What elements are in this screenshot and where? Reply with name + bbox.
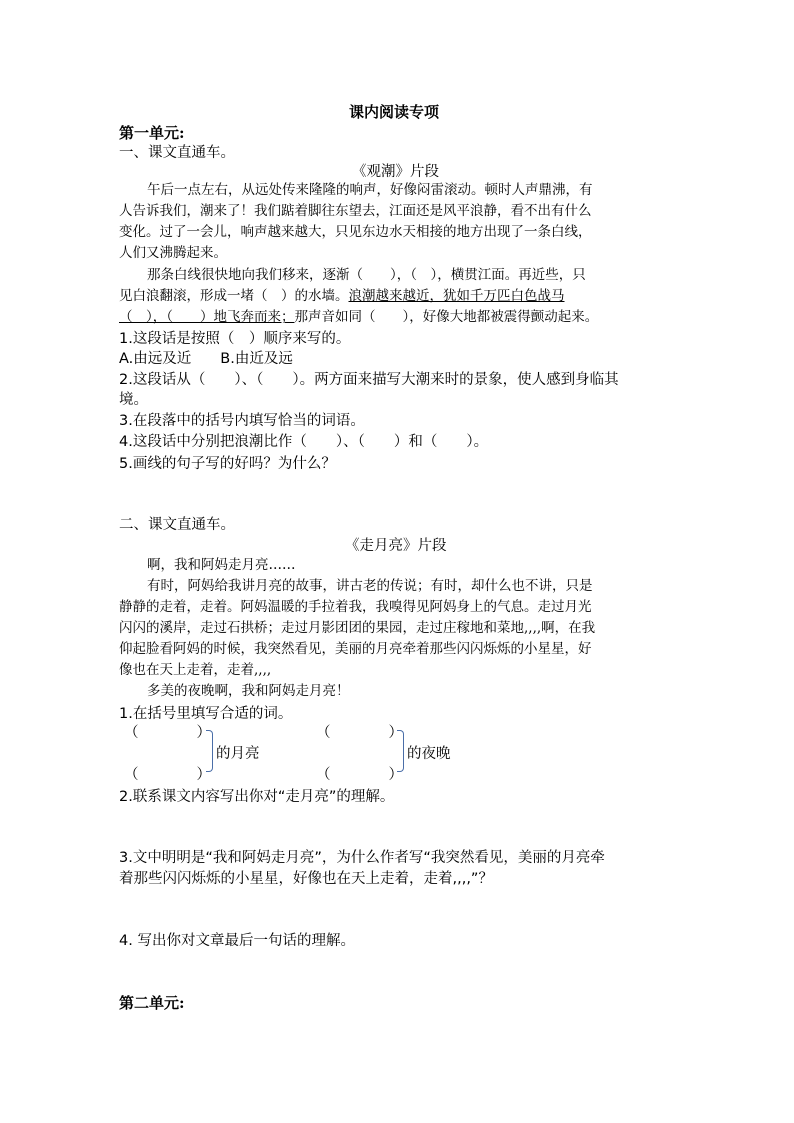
zouyueliang-paragraph-3	[119, 681, 674, 702]
u1-s1-question-4: 4.这段话中分别把浪潮比作（ ）、（ ）和（ ）。	[119, 434, 489, 450]
u1-s2-question-3: 3.文中明明是“我和阿妈走月亮”，为什么作者写“我突然看见，美丽的月亮牵	[119, 850, 605, 866]
moon-blank-bottom: （ ）	[124, 767, 211, 783]
night-brace	[397, 730, 404, 772]
text-line: 变化。过了一会儿，响声越来越大，只见东边水天相接的地方出现了一条白线，	[119, 224, 592, 240]
text-line: 有时，阿妈给我讲月亮的故事，讲古老的传说；有时，却什么也不讲，只是	[147, 578, 593, 594]
night-blank-top: （ ）	[316, 725, 403, 741]
text-line: 仰起脸看阿妈的时候，我突然看见，美丽的月亮牵着那些闪闪烁烁的小星星，好	[119, 641, 592, 657]
u1-s1-question-5: 5.画线的句子写的好吗？为什么？	[119, 456, 336, 472]
u1-s1-question-1-options: A.由远及近 B.由近及远	[119, 351, 293, 367]
underlined-sentence: 浪潮越来越近，犹如千万匹白色战马	[348, 288, 565, 304]
unit2-heading: 第二单元:	[119, 994, 185, 1012]
zouyueliang-paragraph-1	[119, 555, 674, 576]
text-line: 闪闪的溪岸，走过石拱桥；走过月影团团的果园，走过庄稼地和菜地,,,,啊，在我	[119, 620, 596, 636]
zouyueliang-paragraph-2	[119, 576, 674, 681]
night-label: 的夜晚	[407, 746, 451, 762]
text-line: 人告诉我们，潮来了！我们踮着脚往东望去，江面还是风平浪静，看不出有什么	[119, 203, 592, 219]
u1-s1-question-1: 1.这段话是按照（ ）顺序来写的。	[119, 331, 351, 347]
guanchao-paragraph-1	[119, 180, 674, 264]
text-line: 那条白线很快地向我们移来，逐渐（ ），（ ），横贯江面。再近些，只	[147, 267, 586, 283]
text-line: 像也在天上走着，走着,,,,	[119, 662, 272, 678]
moon-brace	[206, 730, 213, 772]
u1-s2-question-2: 2.联系课文内容写出你对“走月亮”的理解。	[119, 789, 395, 805]
doc-title: 课内阅读专项	[349, 103, 440, 121]
guanchao-paragraph-2	[119, 265, 674, 328]
u1-s1-question-2-cont: 境。	[119, 392, 148, 408]
text-line: 静静的走着，走着。阿妈温暖的手拉着我，我嗅得见阿妈身上的气息。走过月光	[119, 599, 592, 615]
unit1-heading: 第一单元:	[119, 124, 185, 142]
moon-blank-top: （ ）	[124, 725, 211, 741]
underlined-sentence: （ ），（ ）地飞奔而来；	[119, 309, 295, 325]
text-segment: 那声音如同（ ），好像大地都被震得颤动起来。	[294, 309, 599, 325]
text-line	[119, 307, 674, 328]
moon-label: 的月亮	[216, 746, 260, 762]
u1-s1-question-3: 3.在段落中的括号内填写恰当的词语。	[119, 413, 365, 429]
text-line: 午后一点左右，从远处传来隆隆的响声，好像闷雷滚动。顿时人声鼎沸，有	[147, 182, 593, 198]
night-blank-bottom: （ ）	[316, 767, 403, 783]
u1-s2-question-4: 4. 写出你对文章最后一句话的理解。	[119, 933, 355, 949]
text-segment: 见白浪翻滚，形成一堵（ ）的水墙。	[119, 288, 349, 304]
section2-label: 二、课文直通车。	[119, 517, 235, 533]
text-line	[119, 286, 674, 307]
text-line: 啊，我和阿妈走月亮……	[147, 557, 296, 573]
u1-s1-question-2: 2.这段话从（ ）、（ ）。两方面来描写大潮来时的景象，使人感到身临其	[119, 372, 619, 388]
u1-s2-question-3-cont: 着那些闪闪烁烁的小星星，好像也在天上走着，走着,,,,”？	[119, 871, 493, 887]
section2-passage-title: 《走月亮》片段	[345, 538, 447, 554]
section1-passage-title: 《观潮》片段	[352, 164, 439, 180]
section1-label: 一、课文直通车。	[119, 145, 235, 161]
text-line: 人们又沸腾起来。	[119, 245, 227, 261]
text-line: 多美的夜晚啊，我和阿妈走月亮！	[147, 683, 350, 699]
u1-s2-question-1: 1.在括号里填写合适的词。	[119, 706, 293, 722]
